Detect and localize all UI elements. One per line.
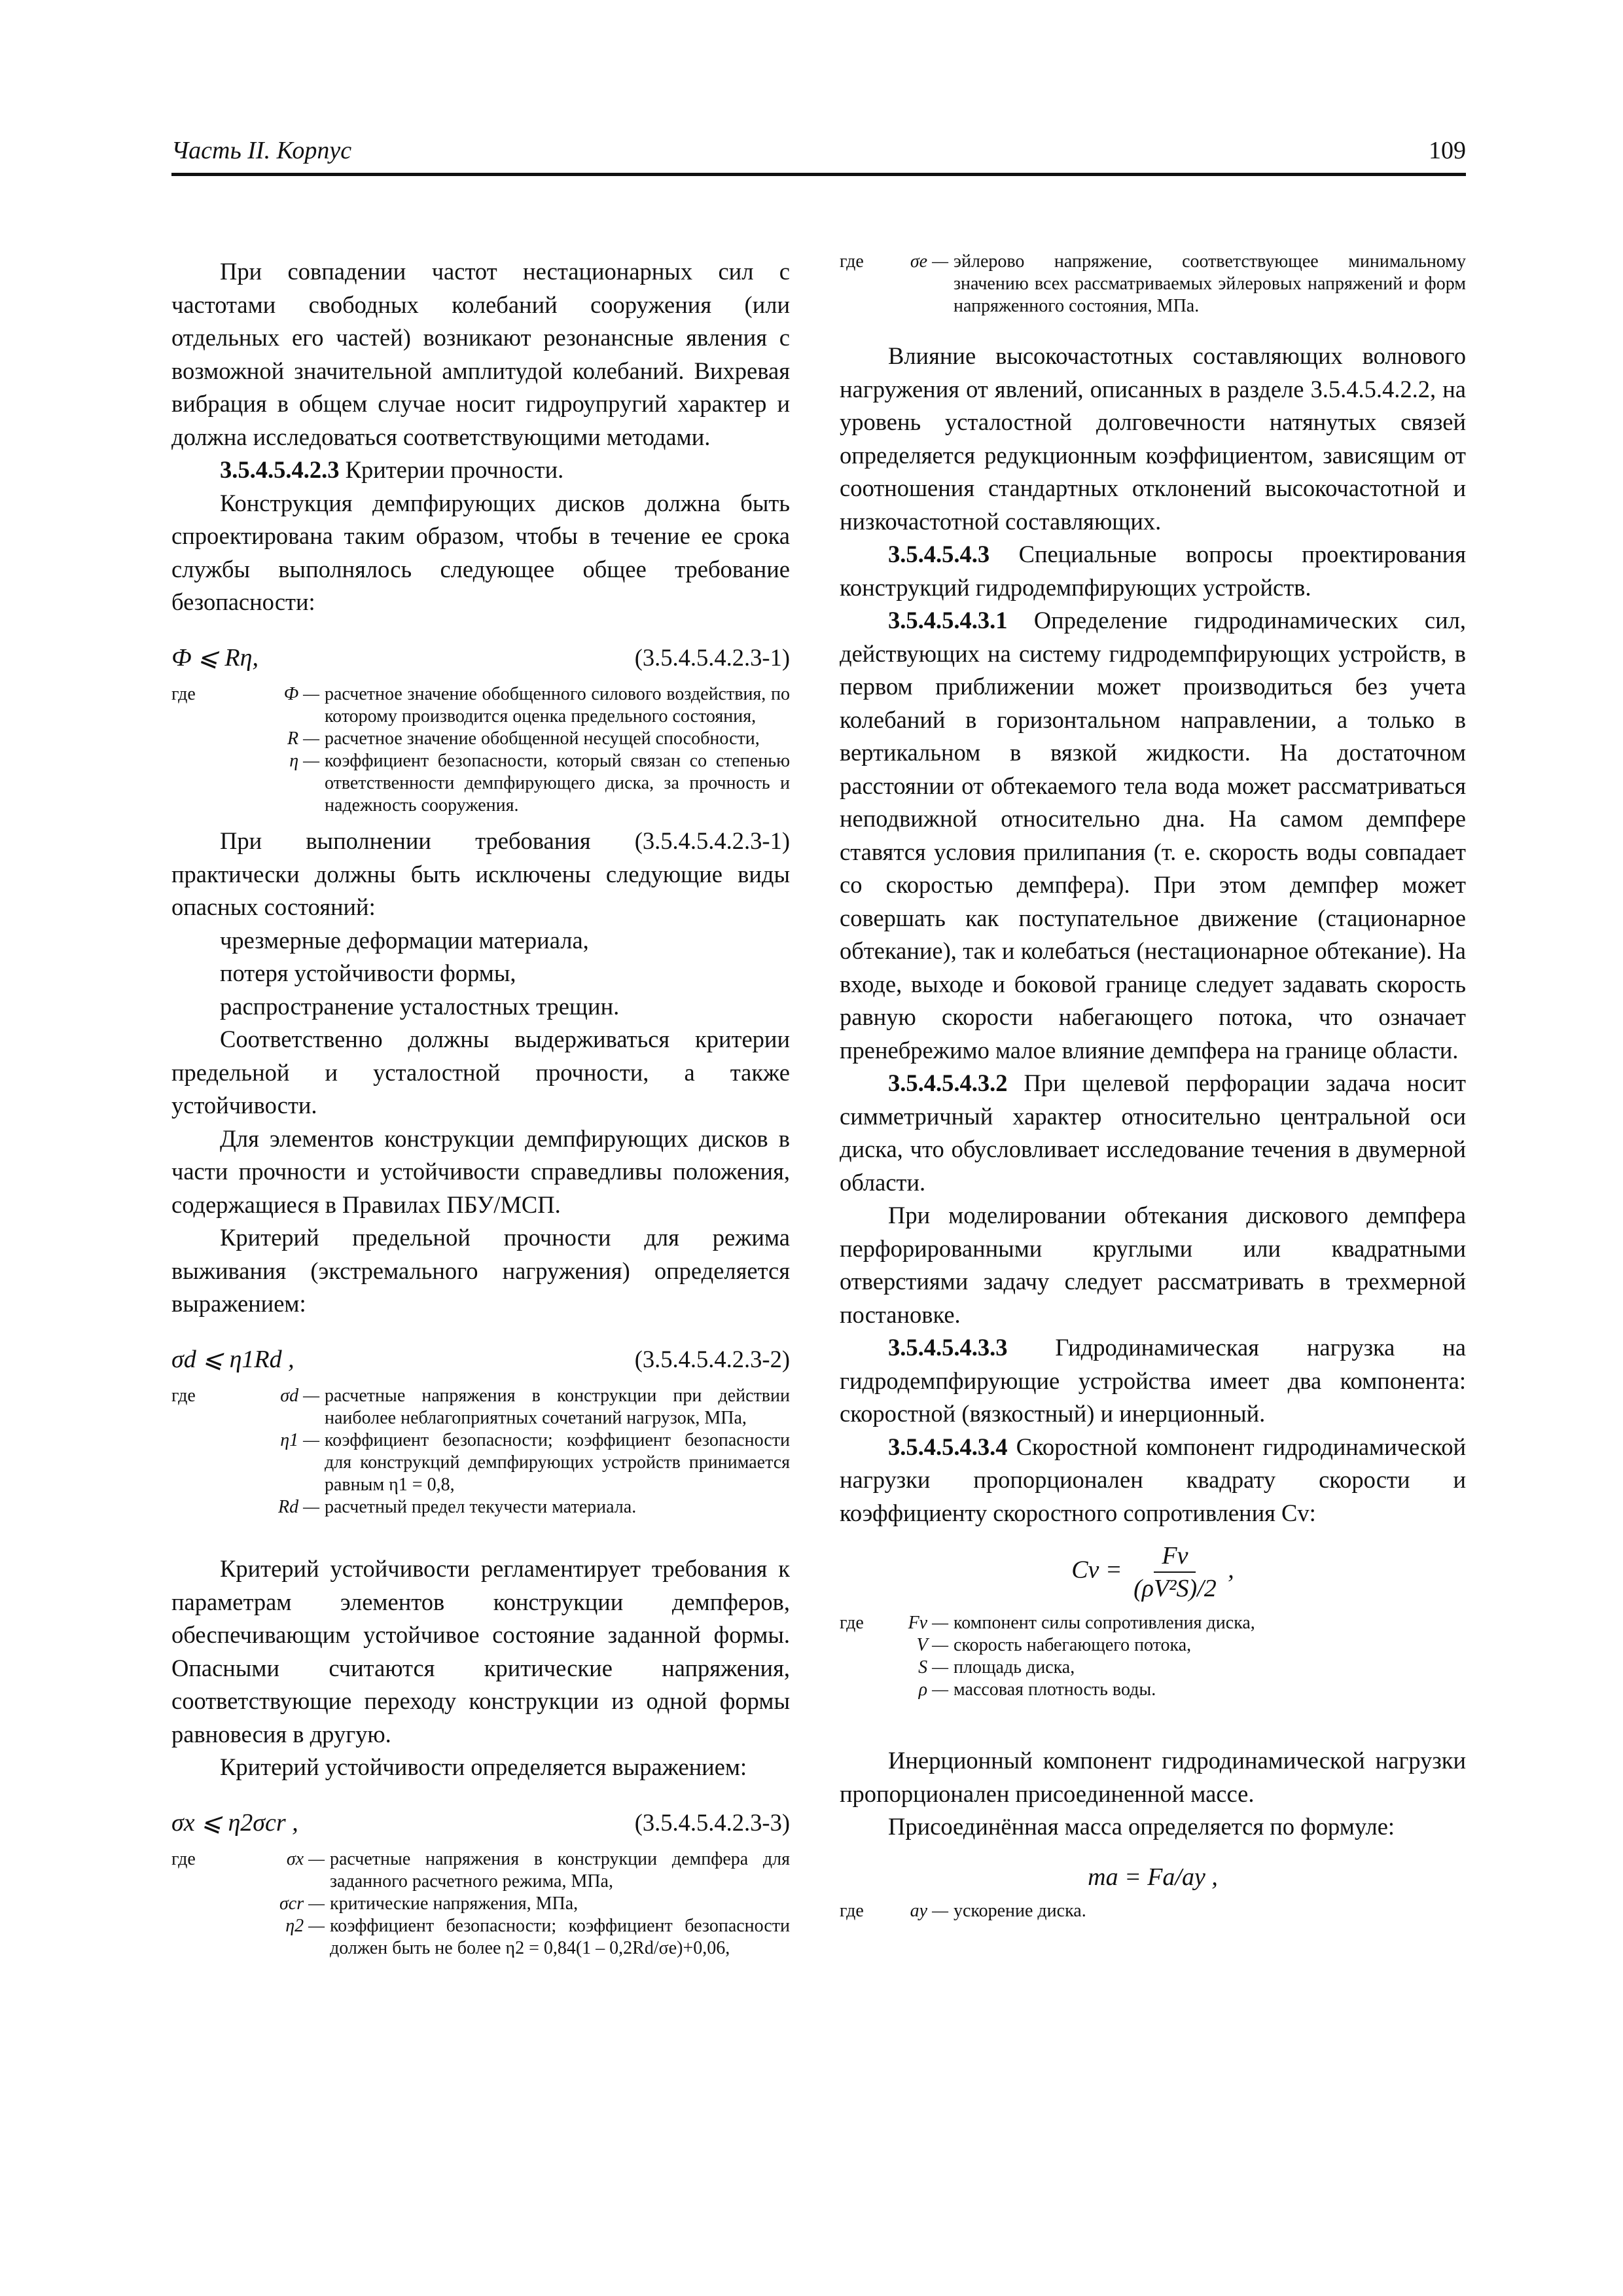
running-title: Часть II. Корпус	[171, 137, 352, 164]
section-heading	[840, 604, 1466, 1067]
equation	[171, 1806, 790, 1840]
where-block	[840, 1900, 1466, 1922]
section-text: Специальные вопросы проектирования конструкций гидродемпфирующих устройств.	[840, 541, 1466, 601]
section-heading	[840, 538, 1466, 604]
equation	[171, 1343, 790, 1376]
fraction	[1128, 1540, 1222, 1604]
section-number: 3.5.4.5.4.3.1	[888, 607, 1008, 634]
paragraph: Для элементов конструкции демпфирующих дисков в части прочности и устойчивости справедливы положения, содержащиеся в Правилах ПБУ/МСП.	[171, 1124, 790, 1218]
fraction-numerator: Fv	[1154, 1540, 1196, 1573]
section-heading	[840, 1331, 1466, 1431]
where-row	[171, 1429, 790, 1496]
where-text: расчетные напряжения в конструкции при действии наиболее неблагоприятных сочетаний нагрузок, МПа,	[325, 1386, 790, 1428]
equation-number: (3.5.4.5.4.2.3-2)	[634, 1345, 790, 1372]
section-text: Гидродинамическая нагрузка на гидродемпфирующие устройства имеет два компонента: скоростной (вязкостный) и инерционный.	[840, 1334, 1466, 1427]
where-label: где	[171, 1386, 196, 1406]
section-heading	[171, 454, 790, 487]
where-label: где	[840, 1901, 864, 1921]
formula-ma: ma = Fa/ay ,	[1088, 1863, 1218, 1891]
equation-number: (3.5.4.5.4.2.3-1)	[634, 643, 790, 671]
where-row	[840, 1657, 1466, 1679]
where-text: коэффициент безопасности; коэффициент безопасности для конструкций демпфирующих устройств принимается равным η1 = 0,8,	[325, 1430, 790, 1495]
paragraph: Критерий предельной прочности для режима выживания (экстремального нагружения) определяется выражением:	[171, 1224, 790, 1317]
list-item: распространение усталостных трещин.	[220, 992, 620, 1020]
where-row	[171, 1848, 790, 1893]
paragraph: При совпадении частот нестационарных сил с частотами свободных колебаний сооружения (или отдельных его частей) возникают резонансные явления с возможной значительной амплитудой колебаний. Вихревая вибрация в общем случае носит гидроупругий характер и должна исследоваться соответствующими методами.	[171, 258, 790, 450]
where-text: расчетные напряжения в конструкции демпфера для заданного расчетного режима, МПа,	[330, 1849, 790, 1892]
where-row	[171, 1496, 790, 1518]
where-block	[840, 251, 1466, 317]
where-symbol: ay —	[910, 1901, 948, 1921]
paragraph: Критерий устойчивости определяется выражением:	[220, 1753, 747, 1780]
where-row	[171, 1385, 790, 1429]
right-column	[840, 251, 1466, 1930]
paragraph: Присоединённая масса определяется по формуле:	[888, 1813, 1395, 1840]
where-text: критические напряжения, МПа,	[330, 1893, 579, 1914]
formula-lhs: Cv =	[1071, 1556, 1122, 1584]
paragraph: Влияние высокочастотных составляющих волнового нагружения от явлений, описанных в разделе 3.5.4.5.4.2.2, на уровень усталостной долговечности натянутых связей определяется редукционным коэффициентом, зависящим от соотношения стандартных отклонений высокочастотной и низкочастотной составляющих.	[840, 342, 1466, 535]
where-symbol: η2 —	[285, 1916, 325, 1936]
section-number: 3.5.4.5.4.3.2	[888, 1069, 1008, 1096]
section-text: При щелевой перфорации задача носит симметричный характер относительно центральной оси диска, что обусловливает исследование течения в двумерной области.	[840, 1069, 1466, 1196]
where-text: коэффициент безопасности, который связан со степенью ответственности демпфирующего диска, за прочность и надежность сооружения.	[325, 751, 790, 816]
where-block	[171, 1848, 790, 1960]
where-row	[171, 750, 790, 817]
where-symbol: Fv —	[908, 1613, 948, 1633]
where-symbol: η —	[289, 751, 319, 771]
where-symbol: Ф —	[283, 684, 319, 704]
equation-number: (3.5.4.5.4.2.3-3)	[634, 1808, 790, 1836]
section-heading	[840, 1067, 1466, 1199]
where-text: расчетный предел текучести материала.	[325, 1497, 637, 1517]
paragraph: Критерий устойчивости регламентирует требования к параметрам элементов конструкции демпферов, обеспечивающим устойчивое состояние заданной формы. Опасными считаются критические напряжения, соответствующие переходу конструкции из одной формы равновесия в другую.	[171, 1555, 790, 1748]
where-row	[171, 1893, 790, 1915]
paragraph: При моделировании обтекания дискового демпфера перфорированными круглыми или квадратными отверстиями задачу следует рассматривать в трехмерной постановке.	[840, 1202, 1466, 1328]
section-text: Определение гидродинамических сил, действующих на систему гидродемпфирующих устройств, в первом приближении может производиться без учета колебаний в горизонтальном направлении, а только в вертикальном в вязкой жидкости. На достаточном расстоянии от обтекаемого тела вода может рассматриваться неподвижной относительно дна. На самом демпфере ставятся условия прилипания (т. е. скорость воды совпадает со скоростью демпфера). При этом демпфер может совершать как поступательное движение (стационарное обтекание), так и колебаться (нестационарное обтекание). На входе, выходе и боковой границе следует задавать скорость равную скорости набегающего потока, что означает пренебрежимо малое влияние демпфера на границе области.	[840, 607, 1466, 1064]
where-row	[840, 1679, 1466, 1701]
list-item: чрезмерные деформации материала,	[220, 926, 589, 954]
equation	[171, 641, 790, 675]
where-block	[840, 1612, 1466, 1701]
where-label: где	[840, 251, 864, 272]
where-text: площадь диска,	[954, 1657, 1075, 1677]
where-block	[171, 683, 790, 817]
where-text: компонент силы сопротивления диска,	[954, 1613, 1255, 1633]
where-symbol: Rd —	[278, 1497, 319, 1517]
equation-formula: σd ⩽ η1Rd ,	[171, 1345, 294, 1373]
where-text: эйлерово напряжение, соответствующее минимальному значению всех рассматриваемых эйлеровых напряжений и форм напряженного состояния, МПа.	[954, 251, 1466, 316]
where-row	[840, 1900, 1466, 1922]
where-block	[171, 1385, 790, 1518]
fraction-denominator: (ρV²S)/2	[1133, 1575, 1217, 1602]
equation-formula: Ф ⩽ Rη,	[171, 643, 259, 672]
paragraph: Конструкция демпфирующих дисков должна быть спроектирована таким образом, чтобы в течение ее срока службы выполнялось следующее общее требование безопасности:	[171, 489, 790, 615]
where-label: где	[171, 684, 196, 704]
where-label: где	[171, 1849, 196, 1869]
where-row	[171, 728, 790, 750]
running-header	[171, 136, 1466, 176]
where-text: расчетное значение обобщенной несущей способности,	[325, 728, 760, 749]
where-text: скорость набегающего потока,	[954, 1635, 1192, 1655]
paragraph: Инерционный компонент гидродинамической нагрузки пропорционален присоединенной массе.	[840, 1747, 1466, 1807]
paragraph: При выполнении требования (3.5.4.5.4.2.3-1) практически должны быть исключены следующие виды опасных состояний:	[171, 827, 790, 920]
where-symbol: V —	[916, 1635, 948, 1655]
where-text: коэффициент безопасности; коэффициент безопасности должен быть не более η2 = 0,84(1 – 0,2Rd/σe)+0,06,	[330, 1916, 790, 1958]
section-number: 3.5.4.5.4.3.3	[888, 1334, 1008, 1361]
where-symbol: R —	[287, 728, 319, 749]
where-row	[171, 1915, 790, 1960]
page-number: 109	[1429, 137, 1466, 164]
where-symbol: σe —	[910, 251, 948, 272]
where-row	[171, 683, 790, 728]
where-text: расчетное значение обобщенного силового воздействия, по которому производится оценка предельного состояния,	[325, 684, 790, 726]
list-item: потеря устойчивости формы,	[220, 960, 516, 986]
where-label: где	[840, 1613, 864, 1633]
section-number: 3.5.4.5.4.3	[888, 541, 990, 567]
where-row	[840, 1634, 1466, 1657]
equation-formula: σx ⩽ η2σcr ,	[171, 1808, 298, 1837]
section-number: 3.5.4.5.4.2.3	[220, 456, 340, 483]
paragraph: Соответственно должны выдерживаться критерии предельной и усталостной прочности, а также устойчивости.	[171, 1026, 790, 1119]
formula-tail: ,	[1228, 1556, 1234, 1584]
where-text: массовая плотность воды.	[954, 1679, 1156, 1700]
where-symbol: ρ —	[918, 1679, 948, 1700]
where-row	[840, 251, 1466, 317]
section-number: 3.5.4.5.4.3.4	[888, 1433, 1008, 1460]
left-column	[171, 255, 790, 1967]
where-symbol: σx —	[286, 1849, 325, 1869]
where-text: ускорение диска.	[954, 1901, 1086, 1921]
where-symbol: S —	[918, 1657, 948, 1677]
formula-cv	[840, 1540, 1466, 1604]
where-symbol: σcr —	[279, 1893, 325, 1914]
section-text: Скоростной компонент гидродинамической нагрузки пропорционален квадрату скорости и коэффициенту скоростного сопротивления Cv:	[840, 1433, 1466, 1526]
where-symbol: σd —	[280, 1386, 319, 1406]
section-text: Критерии прочности.	[339, 456, 564, 483]
where-row	[840, 1612, 1466, 1634]
section-heading	[840, 1431, 1466, 1530]
where-symbol: η1 —	[280, 1430, 319, 1450]
